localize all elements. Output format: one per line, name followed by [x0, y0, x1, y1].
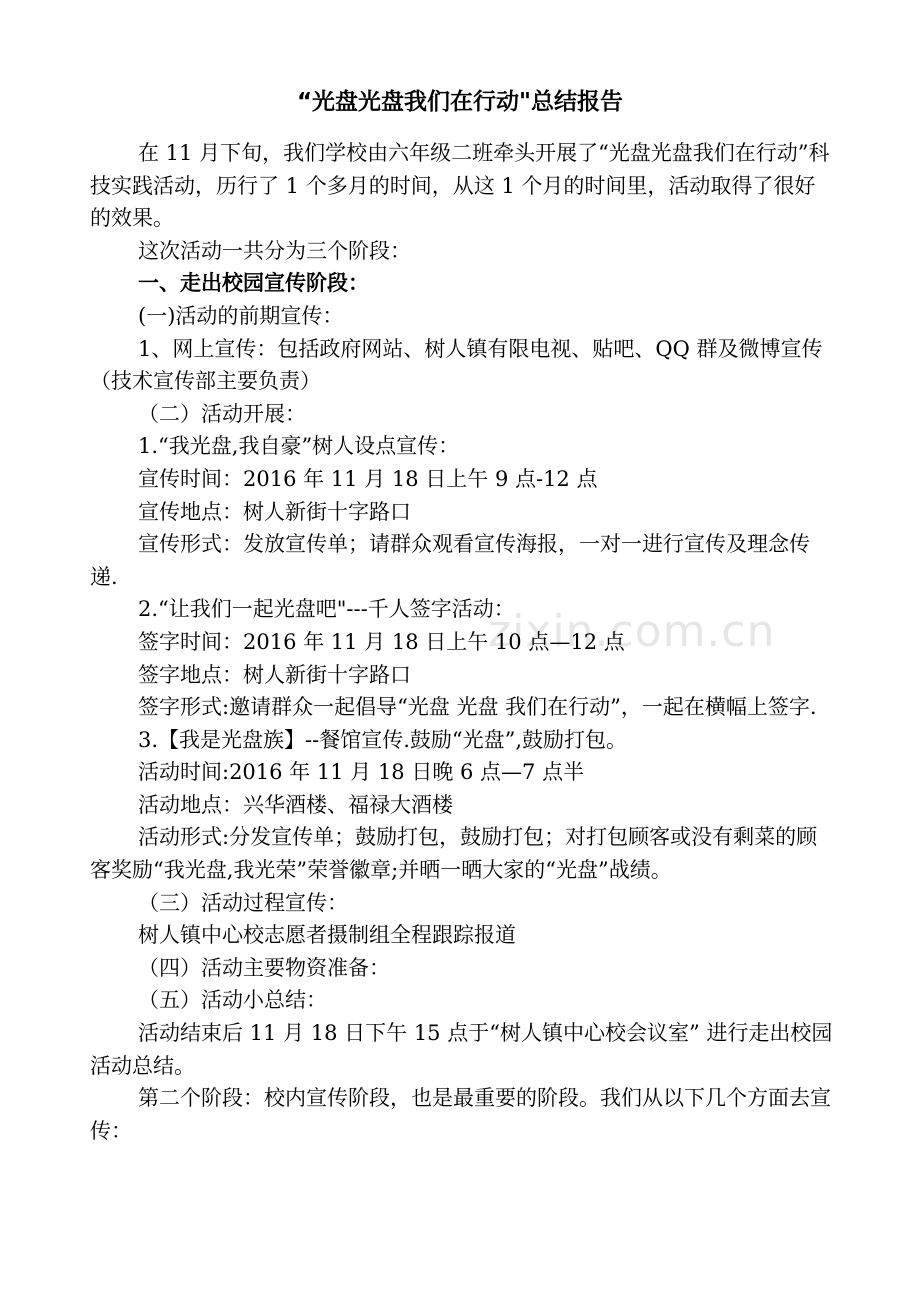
- item-2-form: 签字形式:邀请群众一起倡导“光盘 光盘 我们在行动”，一起在横幅上签字.: [138, 695, 817, 720]
- item-2-time: 签字时间：2016 年 11 月 18 日上午 10 点—12 点: [138, 629, 625, 654]
- item-3-time: 活动时间:2016 年 11 月 18 日晚 6 点—7 点半: [138, 760, 585, 785]
- item-3-heading: 3.【我是光盘族】--餐馆宣传.鼓励“光盘”,鼓励打包。: [138, 727, 628, 752]
- subheading-process-publicity: （三）活动过程宣传：: [138, 890, 348, 915]
- item-3-location: 活动地点：兴华酒楼、福禄大酒楼: [138, 792, 453, 817]
- item-3-form: 活动形式:分发宣传单；鼓励打包，鼓励打包；对打包顾客或没有剩菜的顾客奖励“我光盘,我光荣”荣誉徽章;并晒一晒大家的“光盘”战绩。: [90, 825, 818, 883]
- subheading-activity: （二）活动开展：: [138, 401, 306, 426]
- paragraph-online-publicity: 1、网上宣传：包括政府网站、树人镇有限电视、贴吧、QQ 群及微博宣传（技术宣传部主要负责）: [90, 336, 823, 394]
- paragraph-reporting: 树人镇中心校志愿者摄制组全程跟踪报道: [138, 923, 516, 948]
- document-title: “光盘光盘我们在行动"总结报告: [296, 89, 624, 115]
- subheading-summary: （五）活动小总结：: [138, 988, 327, 1013]
- item-2-heading: 2.“让我们一起光盘吧"---千人签字活动：: [138, 597, 515, 622]
- paragraph-stages: 这次活动一共分为三个阶段：: [138, 238, 411, 263]
- item-1-location: 宣传地点：树人新街十字路口: [138, 499, 411, 524]
- watermark: zixin.com.cn: [488, 606, 776, 657]
- document-body: [90, 137, 835, 1147]
- item-1-heading: 1.“我光盘,我自豪”树人设点宣传：: [138, 434, 460, 459]
- item-1-form: 宣传形式：发放宣传单；请群众观看宣传海报，一对一进行宣传及理念传递.: [90, 532, 810, 589]
- item-2-location: 签字地点：树人新街十字路口: [138, 662, 411, 687]
- subheading-pre-publicity: (一)活动的前期宣传：: [138, 303, 344, 328]
- item-1-time: 宣传时间：2016 年 11 月 18 日上午 9 点-12 点: [138, 466, 598, 491]
- paragraph-summary: 活动结束后 11 月 18 日下午 15 点于“树人镇中心校会议室” 进行走出校园活动总结。: [90, 1021, 833, 1078]
- subheading-materials: （四）活动主要物资准备：: [138, 955, 390, 980]
- section-heading-stage-one: 一、走出校园宣传阶段：: [138, 271, 369, 296]
- paragraph-intro: 在 11 月下旬，我们学校由六年级二班牵头开展了“光盘光盘我们在行动”科技实践活动，历行了 1 个多月的时间，从这 1 个月的时间里，活动取得了很好的效果。: [90, 141, 830, 231]
- paragraph-stage-two: 第二个阶段：校内宣传阶段，也是最重要的阶段。我们从以下几个方面去宣传：: [90, 1086, 831, 1143]
